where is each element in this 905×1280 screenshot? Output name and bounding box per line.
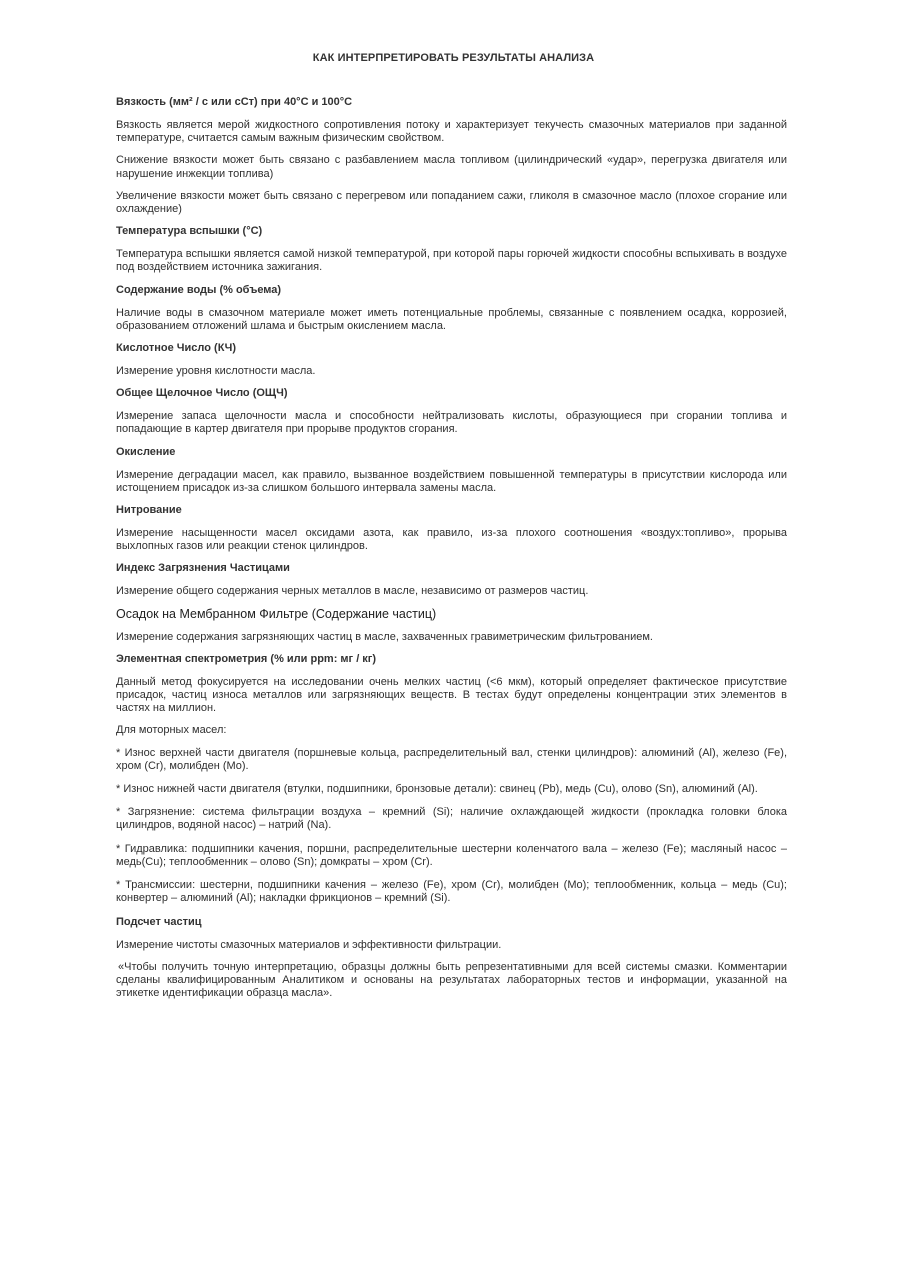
heading-nitration: Нитрование — [116, 504, 182, 517]
section-acid-number — [116, 342, 787, 378]
paragraph: Измерение запаса щелочности масла и способности нейтрализовать кислоты, образующиеся при сгорании топлива и попадающие в картер двигателя при прорыве продуктов сгорания. — [116, 410, 787, 436]
heading-pq-index: Индекс Загрязнения Частицами — [116, 562, 290, 575]
paragraph: Измерение чистоты смазочных материалов и эффективности фильтрации. — [116, 938, 502, 951]
list-item: * Гидравлика: подшипники качения, поршни, распределительные шестерни коленчатого вала – железо (Fe); масляный насос – медь(Cu); теплообменник – олово (Sn); домкраты – хром (Cr). — [116, 842, 787, 868]
section-pq-index — [116, 562, 787, 598]
list-item: * Загрязнение: система фильтрации воздуха – кремний (Si); наличие охлаждающей жидкости (прокладка головки блока цилиндров, водяной насос) – натрий (Na). — [116, 806, 787, 832]
heading-oxidation: Окисление — [116, 445, 176, 458]
heading-base-number: Общее Щелочное Число (ОЩЧ) — [116, 387, 288, 400]
section-water-content — [116, 284, 787, 333]
list-item: * Износ нижней части двигателя (втулки, подшипники, бронзовые детали): свинец (Pb), медь (Cu), олово (Sn), алюминий (Al). — [116, 783, 758, 796]
list-item: * Трансмиссии: шестерни, подшипники качения – железо (Fe), хром (Cr), молибден (Mo); теплообменник, кольца – медь (Cu); конвертер – алюминий (Al); накладки фрикционов – кремний (Si). — [116, 879, 787, 905]
paragraph: Измерение содержания загрязняющих частиц в масле, захваченных гравиметрическим фильтрованием. — [116, 630, 653, 643]
section-oxidation — [116, 446, 787, 495]
heading-flash-point: Температура вспышки (°С) — [116, 225, 263, 238]
paragraph: Снижение вязкости может быть связано с разбавлением масла топливом (цилиндрический «удар», перегрузка двигателя или нарушение инжекции топлива) — [116, 154, 787, 180]
paragraph: Для моторных масел: — [116, 724, 227, 737]
paragraph: Измерение уровня кислотности масла. — [116, 365, 316, 378]
paragraph: Температура вспышки является самой низкой температурой, при которой пары горючей жидкости способны вспыхивать в воздухе под воздействием источника зажигания. — [116, 248, 787, 274]
section-membrane-filter — [116, 608, 787, 644]
section-flash-point — [116, 225, 787, 274]
heading-particle-count: Подсчет частиц — [116, 915, 202, 928]
paragraph: Измерение деградации масел, как правило, вызванное воздействием повышенной температуры в присутствии кислорода или истощением присадок из-за слишком большого интервала замены масла. — [116, 468, 787, 494]
paragraph: Наличие воды в смазочном материале может иметь потенциальные проблемы, связанные с появлением осадка, коррозией, образованием отложений шлама и быстрым окислением масла. — [116, 306, 787, 332]
paragraph: Вязкость является мерой жидкостного сопротивления потоку и характеризует текучесть смазочных материалов при заданной температуре, считается самым важным физическим свойством. — [116, 119, 787, 145]
element-list — [116, 747, 787, 906]
paragraph: Измерение общего содержания черных металлов в масле, независимо от размеров частиц. — [116, 585, 589, 598]
section-base-number — [116, 387, 787, 436]
page-title: КАК ИНТЕРПРЕТИРОВАТЬ РЕЗУЛЬТАТЫ АНАЛИЗА — [312, 52, 595, 64]
closing-quote: «Чтобы получить точную интерпретацию, образцы должны быть репрезентативными для всей системы смазки. Комментарии сделаны квалифицированным Аналитиком и основаны на результатах лабораторных тестов и информации, указанной на этикетке идентификации образца масла». — [116, 960, 787, 1000]
section-viscosity — [116, 96, 787, 216]
section-elemental-spectrometry — [116, 653, 787, 906]
heading-membrane-filter: Осадок на Мембранном Фильтре (Содержание частиц) — [116, 606, 437, 621]
section-particle-count — [116, 916, 787, 1001]
heading-elemental-spectrometry: Элементная спектрометрия (% или ppm: мг / кг) — [116, 652, 377, 665]
list-item: * Износ верхней части двигателя (поршневые кольца, распределительный вал, стенки цилиндров): алюминий (Al), железо (Fe), хром (Cr), молибден (Mo). — [116, 746, 787, 772]
paragraph: Данный метод фокусируется на исследовании очень мелких частиц (<6 мкм), который определяет фактическое присутствие присадок, частиц износа металлов или загрязняющих веществ. В тестах будут определены концентрации этих элементов в частях на миллион. — [116, 675, 787, 715]
paragraph: Измерение насыщенности масел оксидами азота, как правило, из-за плохого соотношения «воздух:топливо», прорыва выхлопных газов или реакции стенок цилиндров. — [116, 527, 787, 553]
heading-viscosity: Вязкость (мм² / с или сСт) при 40°С и 100°С — [116, 96, 353, 108]
heading-water-content: Содержание воды (% объема) — [116, 283, 282, 296]
section-nitration — [116, 504, 787, 553]
paragraph: Увеличение вязкости может быть связано с перегревом или попаданием сажи, гликоля в смазочное масло (плохое сгорание или охлаждение) — [116, 189, 787, 216]
heading-acid-number: Кислотное Число (КЧ) — [116, 342, 237, 355]
